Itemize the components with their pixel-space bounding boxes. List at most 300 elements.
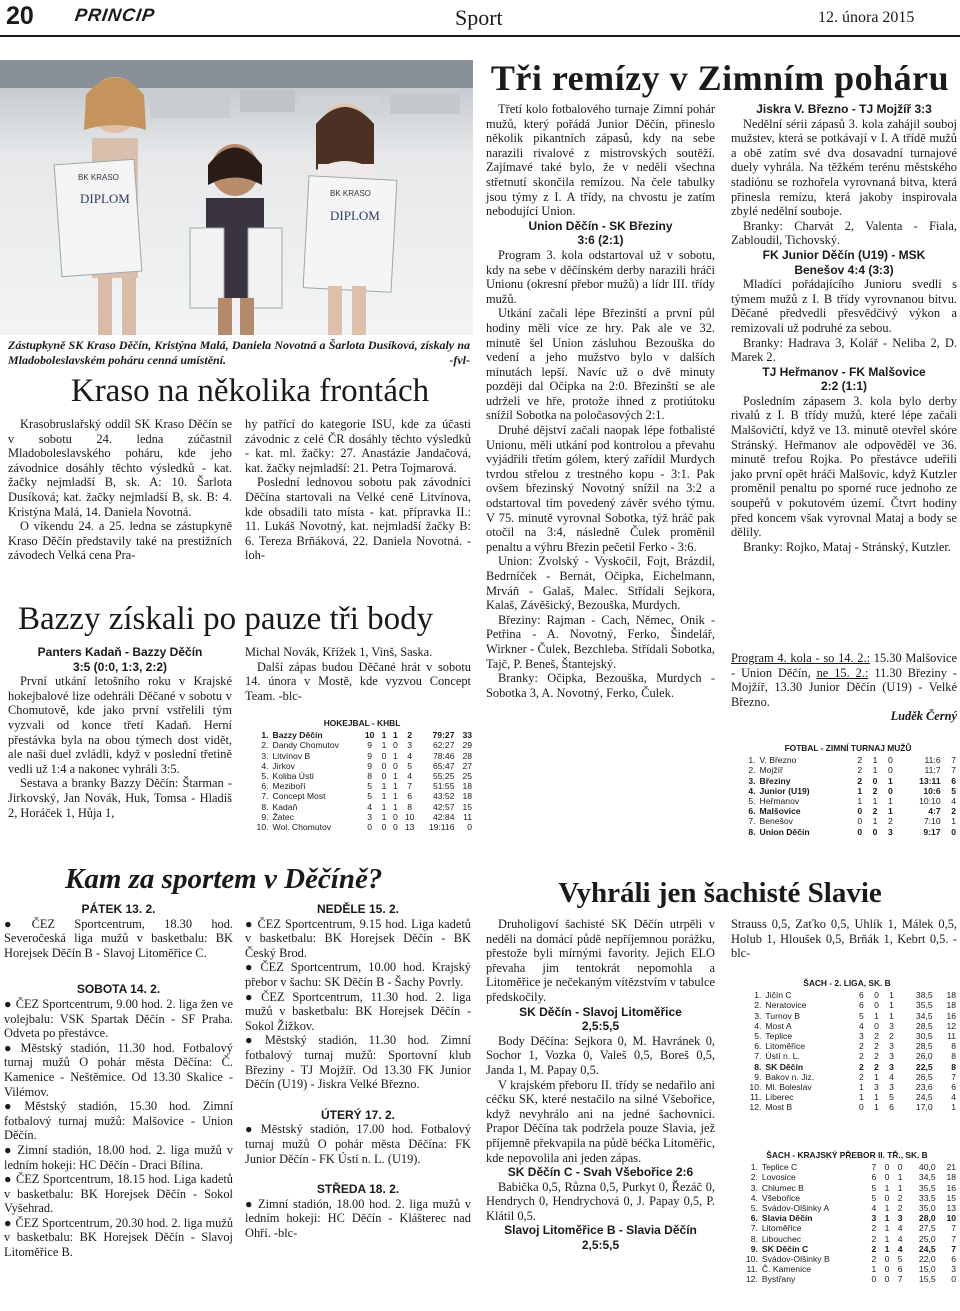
remizy-paragraph: Březiny: Rajman - Cach, Němec, Onik - Petřina - A. Novotný, Ferko, Šindelář, Wirkner - Čulek, Bezchleba. Střídali Sobotka, Tajč, P. Beneš, Štantejský. <box>486 612 715 671</box>
sach-liga-row <box>736 1102 958 1112</box>
event-tue-1: ● Městský stadión, 17.00 hod. Fotbalový turnaj mužů O pohár města Děčína: FK Junior Děčín - FK Ústí n. L. (U19). <box>245 1122 471 1166</box>
sach-kraj-cell: 1 <box>884 1223 890 1234</box>
sach-liga-cell: 18 <box>946 1000 956 1011</box>
fotbal-cell: 10:6 <box>923 785 941 796</box>
remizy-paragraph: Utkání začali lépe Březinští a první půl hodiny měli více ze hry. Pak ale ve 32. minutě šel Union zásluhou Bezouška do vedení a jeho mužstvo bylo v dalších minutách lepší. Navíc už o dvě minuty později dal Očipka na 2:0. Březinští se ale udrželi ve hře, protože ihned z protiútoku snížil Sobotka na poločasových 2:1. <box>486 306 715 423</box>
event-sat-3: ● Městský stadión, 15.30 hod. Zimní fotbalový turnaj mužů: Malšovice - Union Děčín. <box>4 1099 233 1143</box>
remizy-subhead: Benešov 4:4 (3:3) <box>794 262 894 277</box>
sach-liga-cell: 6 <box>951 1082 956 1093</box>
sach-title: Vyhráli jen šachisté Slavie <box>558 877 882 909</box>
sach-liga-cell: 2 <box>889 1031 894 1042</box>
fotbal-cell: 0 <box>872 775 878 786</box>
fotbal-cell: Heřmanov <box>759 796 800 807</box>
fotbal-cell: 0 <box>887 765 893 776</box>
sach-kraj-cell: Slavia Děčín <box>761 1213 813 1224</box>
sach-kraj-cell: 8. <box>750 1233 758 1244</box>
sach-kraj-cell: 15,0 <box>918 1264 936 1275</box>
remizy-subhead: Union Děčín - SK Březiny <box>528 218 673 233</box>
sach-liga-cell: 3. <box>754 1010 762 1021</box>
sach-kraj-cell: 0 <box>884 1274 890 1285</box>
remizy-subhead: 2:2 (1:1) <box>820 379 867 394</box>
remizy-paragraph: Třetí kolo fotbalového turnaje Zimní pohár mužů, který pořádá Junior Děčín, přineslo několik pikantních zápasů, kdy na sebe narazili rivalové z mistrovských soutěží. Zajímavé také bylo, že v neděli všechna střetnutí skončila remízou. Na čele tabulky jsou týmy z I. A třídy, na chvostu je zatím nebodující Union. <box>486 102 715 219</box>
khbl-row <box>250 730 474 740</box>
event-sun-4: ● Městský stadión, 11.30 hod. Zimní fotbalový turnaj mužů: Sportovní klub Březiny - TJ Mojžíř. Od 13.30 FK Junior Děčín (U19) - Jiskra Velké Březno. <box>245 1033 471 1091</box>
sach-kraj-cell: 27,5 <box>918 1223 936 1234</box>
sach-liga-cell: Neratovice <box>765 1000 807 1011</box>
sach-liga-cell: 28,5 <box>915 1041 933 1052</box>
sach-kraj-cell: 11. <box>746 1264 758 1275</box>
sach-liga-cell: 1. <box>754 990 762 1001</box>
khbl-cell: 5 <box>367 791 373 802</box>
event-sat-5: ● ČEZ Sportcentrum, 18.15 hod. Liga kadetů v basketbalu: BK Horejsek Děčín - Sokol Vyšehrad. <box>4 1172 233 1216</box>
issue-date: 12. února 2015 <box>818 9 915 26</box>
khbl-cell: 29 <box>462 740 472 751</box>
sach-kraj-cell: 0 <box>884 1162 890 1173</box>
remizy-subhead: Jiskra V. Březno - TJ Mojžíř 3:3 <box>756 102 932 116</box>
sach-paragraph: Druholigoví šachisté SK Děčín utrpěli v neděli na domácí půdě nepříjemnou porážku, přestože byli mírnými favority. Jejich ELO převaha jim tentokrát nepomohla a Litoměřice je nečekaným vítězstvím v tabulce předskočily. <box>486 917 715 1004</box>
diploma-club-3: BK KRASO <box>330 189 371 198</box>
fotbal-row <box>738 806 958 816</box>
sach-kraj-cell: 12. <box>745 1274 758 1285</box>
bazzy-score: 3:5 (0:0, 1:3, 2:2) <box>72 659 168 674</box>
sach-liga-cell: 2 <box>874 1061 879 1072</box>
sach-liga-cell: 12. <box>749 1102 762 1113</box>
sach-kraj-cell: 28,0 <box>918 1213 936 1224</box>
khbl-cell: 18 <box>462 781 472 792</box>
fotbal-table-title: FOTBAL - ZIMNÍ TURNAJ MUŽŮ <box>784 743 912 753</box>
sach-liga-cell: 3 <box>889 1051 894 1062</box>
fotbal-cell: 7 <box>951 765 956 776</box>
sach-kraj-cell: 0 <box>884 1172 890 1183</box>
section-name: Sport <box>455 5 503 30</box>
sach-kraj-cell: 7 <box>871 1162 877 1173</box>
sach-liga-row <box>736 1072 958 1082</box>
sach-kraj-cell: Bystřany <box>761 1274 796 1285</box>
fotbal-cell: 4 <box>951 796 956 807</box>
fotbal-cell: 4:7 <box>928 806 941 817</box>
khbl-row <box>250 751 474 761</box>
sach-kraj-row <box>736 1172 958 1182</box>
fotbal-cell: 1 <box>872 816 878 827</box>
bazzy-p1: První utkání letošního roku v Krajské hokejbalové lize odehráli Děčané v sobotu v Chomutově, kde jako první vstřelili tým vyzvali od konce třetí Kadaň. Herní přestávka byla na obou týmech dost vidět, ale naši duel zvládli, když v poslední třetině vedli už 1:4 a nakonec vyhráli 3:5. <box>8 674 232 776</box>
diploma-word-3: DIPLOM <box>330 208 380 223</box>
fotbal-cell: 0 <box>857 816 863 827</box>
sach-liga-cell: 1 <box>874 1102 879 1113</box>
sach-kraj-cell: Libouchec <box>761 1233 802 1244</box>
sach-liga-row <box>736 1041 958 1051</box>
fotbal-cell: Malšovice <box>759 806 801 817</box>
remizy-title: Tři remízy v Zimním poháru <box>490 58 950 98</box>
sach-kraj-cell: 9. <box>750 1243 758 1254</box>
kam-col2 <box>245 902 471 1240</box>
sach-liga-cell: 6 <box>859 990 864 1001</box>
sach-kraj-cell: Č. Kamenice <box>761 1264 812 1275</box>
fotbal-cell: 1 <box>872 765 878 776</box>
fotbal-cell: 0 <box>872 826 878 837</box>
sach-liga-cell: 6. <box>754 1041 762 1052</box>
event-sat-1: ● ČEZ Sportcentrum, 9.00 hod. 2. liga žen ve volejbalu: VSK Spartak Děčín - SF Praha. Odveta po přestávce. <box>4 997 233 1041</box>
page-header <box>0 0 960 36</box>
khbl-cell: 1 <box>392 771 398 782</box>
khbl-table-title: HOKEJBAL - KHBL <box>323 718 401 728</box>
khbl-cell: 0 <box>392 740 398 751</box>
fotbal-cell: Mojžíř <box>759 765 783 776</box>
sach-liga-cell: 17,0 <box>915 1102 933 1113</box>
remizy-program <box>731 651 957 724</box>
sach-kraj-cell: Všebořice <box>761 1192 801 1203</box>
sach-liga-cell: 2 <box>874 1041 879 1052</box>
khbl-cell: 4 <box>407 771 413 782</box>
sach-liga-cell: 11. <box>750 1092 762 1103</box>
caption-credit: -fvl- <box>449 352 470 367</box>
sach-kraj-row <box>736 1162 958 1172</box>
event-sat-6: ● ČEZ Sportcentrum, 20.30 hod. 2. liga mužů v basketbalu: BK Horejsek Děčín - Slavoj Litoměřice B. <box>4 1216 233 1260</box>
remizy-subhead: 3:6 (2:1) <box>577 233 624 248</box>
sach-kraj-cell: 0 <box>884 1192 890 1203</box>
diploma-club-1: BK KRASO <box>78 173 119 182</box>
sach-liga-cell: 3 <box>889 1061 894 1072</box>
bazzy-p2: Sestava a branky Bazzy Děčín: Štarman - Jirkovský, Jan Novák, Huk, Tomsa - Hladiš 2, Horáček 1, Hůja 1, <box>8 776 232 820</box>
fotbal-cell: 3. <box>748 775 756 786</box>
sach-liga-cell: 11 <box>947 1031 956 1042</box>
fotbal-cell: 5 <box>951 785 956 796</box>
khbl-cell: 42:57 <box>432 801 455 812</box>
kraso-p3: hy patřící do kategorie ISU, kde za účasti závodnic z celé ČR dosáhly těchto výsledků - kat. ml. žačky: 27. Anastázie Jandačová, kat. žačky nejmladší: 21. Petra Tojmarová. <box>245 417 471 475</box>
khbl-cell: 78:46 <box>432 750 455 761</box>
fotbal-cell: 2 <box>872 806 878 817</box>
fotbal-cell: 7:10 <box>923 816 941 827</box>
khbl-cell: 10. <box>256 822 269 833</box>
remizy-paragraph: Branky: Charvát 2, Valenta - Fiala, Zabloudil, Tichovský. <box>731 218 957 248</box>
fotbal-cell: 0 <box>887 785 893 796</box>
sach-liga-cell: 2. <box>754 1000 762 1011</box>
khbl-cell: 28 <box>462 750 472 761</box>
remizy-paragraph: Program 3. kola odstartoval už v sobotu, kdy na sebe v děčínském derby narazili hráči Unionu (okresní přebor mužů) a lídr III. třídy mužů. <box>486 247 715 306</box>
sach-liga-cell: Bakov n. Jiz. <box>765 1071 815 1082</box>
sach-liga-cell: 2 <box>859 1041 864 1052</box>
khbl-table-wrap <box>250 718 476 832</box>
khbl-cell: 1 <box>381 730 387 741</box>
day-tuesday: ÚTERÝ 17. 2. <box>320 1107 396 1122</box>
sach-liga-row <box>736 1062 958 1072</box>
sach-liga-cell: 28,5 <box>915 1020 933 1031</box>
remizy-author: Luděk Černý <box>890 709 957 724</box>
sach-liga-cell: Ústí n. L. <box>765 1051 800 1062</box>
khbl-cell: 42:84 <box>432 811 455 822</box>
sach-kraj-cell: 1 <box>871 1264 877 1275</box>
fotbal-row <box>738 796 958 806</box>
khbl-cell: 9. <box>261 811 269 822</box>
sach-liga-cell: 1 <box>874 1071 879 1082</box>
khbl-cell: 4 <box>367 801 373 812</box>
sach-kraj-row <box>736 1223 958 1233</box>
sach-kraj-cell: 1 <box>884 1203 890 1214</box>
sach-kraj-cell: 5. <box>750 1203 758 1214</box>
khbl-cell: Bazzy Děčín <box>272 730 323 741</box>
khbl-cell: 18 <box>462 791 472 802</box>
sach-liga-cell: 2 <box>859 1051 864 1062</box>
khbl-cell: 0 <box>381 771 387 782</box>
sach-liga-cell: 8 <box>951 1041 956 1052</box>
sach-liga-cell: Ml. Boleslav <box>765 1082 812 1093</box>
sach-kraj-cell: 2. <box>750 1172 758 1183</box>
fotbal-table-wrap <box>738 743 958 837</box>
sach-kraj-cell: 7. <box>750 1223 758 1234</box>
fotbal-cell: 2. <box>748 765 756 776</box>
khbl-cell: 1 <box>392 730 398 741</box>
fotbal-cell: 7. <box>748 816 756 827</box>
khbl-cell: 0 <box>367 822 373 833</box>
khbl-cell: 10 <box>364 730 375 741</box>
sach-liga-cell: 18 <box>946 990 956 1001</box>
fotbal-table <box>738 743 958 837</box>
sach-liga-row <box>736 1021 958 1031</box>
brand-logo: PRINCIP <box>73 5 157 25</box>
fotbal-cell: Benešov <box>759 816 793 827</box>
khbl-cell: Jirkov <box>272 760 295 771</box>
remizy-subhead: FK Junior Děčín (U19) - MSK <box>762 247 926 262</box>
fotbal-cell: 1. <box>748 755 756 766</box>
fotbal-cell: 1 <box>887 796 893 807</box>
khbl-cell: 1 <box>392 791 398 802</box>
sach-kraj-cell: 21 <box>946 1162 956 1173</box>
sach-kraj-cell: 24,5 <box>918 1243 936 1254</box>
sach-kraj-cell: Litoměřice <box>761 1223 802 1234</box>
sach-liga-cell: 30,5 <box>915 1031 933 1042</box>
fotbal-cell: 2 <box>857 755 863 766</box>
sach-kraj-cell: 0 <box>871 1274 877 1285</box>
page-number: 20 <box>6 2 34 30</box>
khbl-cell: 19:116 <box>428 822 455 833</box>
sach-liga-cell: 3 <box>889 1082 894 1093</box>
sach-kraj-cell: 1 <box>884 1233 890 1244</box>
khbl-cell: 65:47 <box>432 760 455 771</box>
fotbal-cell: 1 <box>951 816 956 827</box>
sach-liga-cell: 7. <box>754 1051 762 1062</box>
khbl-row <box>250 740 474 750</box>
khbl-cell: 2 <box>407 730 413 741</box>
sach-kraj-cell: 16 <box>946 1182 956 1193</box>
photo-caption <box>8 338 470 367</box>
fotbal-cell: 1 <box>887 806 893 817</box>
khbl-cell: 1 <box>392 781 398 792</box>
sach-liga-cell: 8. <box>754 1061 762 1072</box>
khbl-cell: 5 <box>367 781 373 792</box>
sach-liga-row <box>736 1051 958 1061</box>
sach-subhead: SK Děčín - Slavoj Litoměřice <box>519 1004 682 1019</box>
khbl-cell: 79:27 <box>432 730 455 741</box>
sach-liga-cell: 6 <box>859 1000 864 1011</box>
khbl-cell: 1 <box>381 791 387 802</box>
fotbal-cell: 1 <box>857 785 863 796</box>
khbl-cell: 1 <box>381 801 387 812</box>
khbl-cell: 3 <box>407 740 413 751</box>
sach-liga-cell: 3 <box>889 1041 894 1052</box>
sach-kraj-cell: 15 <box>946 1192 956 1203</box>
sach-liga-cell: 2 <box>874 1051 879 1062</box>
sach-liga-cell: Most B <box>765 1102 793 1113</box>
sach-kraj-cell: 7 <box>897 1274 903 1285</box>
khbl-cell: Wol. Chomutov <box>272 822 332 833</box>
sach-liga-cell: 2 <box>859 1071 864 1082</box>
fotbal-row <box>738 827 958 837</box>
event-wed-1: ● Zimní stadión, 18.00 hod. 2. liga mužů v ledním hokeji: HC Děčín - Klášterec nad Ohří. -blc- <box>245 1197 471 1241</box>
remizy-subhead: TJ Heřmanov - FK Malšovice <box>762 364 926 379</box>
bazzy-col1 <box>8 645 232 820</box>
day-sunday: NEDĚLE 15. 2. <box>316 902 400 916</box>
khbl-cell: 3. <box>261 750 269 761</box>
sach-paragraph: Babička 0,5, Různa 0,5, Purkyt 0, Řezáč 0, Hendrych 0, Hendrychová 0, J. Papay 0,5, P. Klátil 0,5. <box>486 1179 715 1223</box>
khbl-cell: 3 <box>367 811 373 822</box>
sach-liga-cell: Jičín C <box>765 990 792 1001</box>
remizy-col1 <box>486 102 715 700</box>
fotbal-cell: Junior (U19) <box>759 785 810 796</box>
sach-kraj-cell: 6. <box>750 1213 758 1224</box>
sach-liga-cell: 6 <box>889 1102 894 1113</box>
khbl-cell: 15 <box>462 801 472 812</box>
sach-kraj-cell: 18 <box>946 1172 956 1183</box>
fotbal-cell: 0 <box>951 826 956 837</box>
sach-kraj-cell: 5 <box>871 1192 877 1203</box>
khbl-cell: 5 <box>407 760 413 771</box>
fotbal-cell: 1 <box>872 755 878 766</box>
sach-subhead: Slavoj Litoměřice B - Slavia Děčín <box>504 1223 697 1238</box>
kraso-p4: Poslední lednovou sobotu pak závodníci Děčína startovali na Velké ceně Litvínova, kde obsadili tato místa - kat. přípravka II.: 11. Lukáš Novotný, kat. nejmladší žačky B: 6. Tereza Brňáková, 22. Daniela Novotná. -loh- <box>245 475 471 563</box>
remizy-paragraph: Union: Zvolský - Vyskočil, Fojt, Brázdil, Bedrníček - Bernát, Očipka, Eichelmann, Mrváň - Galaš, Malec. Střídali Sejkora, Kalaš, Závěšický, Bezouška, Murdych. <box>486 554 715 613</box>
khbl-cell: 62:27 <box>432 740 455 751</box>
sach-kraj-cell: 6 <box>871 1172 877 1183</box>
fotbal-row <box>738 765 958 775</box>
fotbal-row <box>738 755 958 765</box>
khbl-cell: 9 <box>367 740 373 751</box>
fotbal-row <box>738 786 958 796</box>
khbl-row <box>250 781 474 791</box>
program-sunday: ne 15. 2.: <box>816 665 869 680</box>
khbl-cell: Litvínov B <box>272 750 311 761</box>
sach-liga-cell: 3 <box>874 1082 879 1093</box>
khbl-cell: 0 <box>381 760 387 771</box>
sach-liga-cell: 3 <box>889 1020 894 1031</box>
fotbal-cell: 6. <box>748 806 756 817</box>
sach-kraj-row <box>736 1264 958 1274</box>
day-saturday: SOBOTA 14. 2. <box>76 982 161 997</box>
khbl-cell: 25 <box>462 771 472 782</box>
day-friday: PÁTEK 13. 2. <box>81 902 156 916</box>
sach-kraj-cell: 2 <box>871 1233 877 1244</box>
fotbal-cell: 13:11 <box>919 775 941 786</box>
khbl-cell: 0 <box>381 822 387 833</box>
sach-kraj-row <box>736 1254 958 1264</box>
bazzy-title: Bazzy získali po pauze tři body <box>18 601 434 637</box>
khbl-cell: 6 <box>407 791 413 802</box>
khbl-cell: 1 <box>381 781 387 792</box>
khbl-row <box>250 802 474 812</box>
sach-kraj-cell: 6 <box>897 1264 903 1275</box>
remizy-paragraph: Druhé dějství začali naopak lépe fotbalisté Unionu, měli utkání pod kontrolou a převahu vyjádřili třetím gólem, který zařídil Murdych tvrdou střelou z trestného kopu - 3:1. Pak ovšem březinský Novotný snížil na 3:2 a odstartoval tím povedený závěr svého týmu. V 75. minutě vyrovnal Sobotka, týž hráč pak otočil na 3:4, následně Čulek proměnil penaltu a výhru Březin pečetil Ferko - 3:6. <box>486 423 715 554</box>
khbl-cell: 1. <box>261 730 269 741</box>
sach-liga-row <box>736 1011 958 1021</box>
sach-liga-cell: 1 <box>889 1000 894 1011</box>
sach-liga-cell: 1 <box>874 1010 879 1021</box>
sach-kraj-cell: 5 <box>871 1182 877 1193</box>
remizy-col2 <box>731 102 957 554</box>
khbl-row <box>250 791 474 801</box>
sach-liga-cell: 0 <box>859 1102 864 1113</box>
sach-p-end: Strauss 0,5, Zaťko 0,5, Uhlík 1, Málek 0,5, Holub 1, Hloušek 0,5, Brňák 1, Kebrt 0,5. -blc- <box>731 917 957 961</box>
fotbal-cell: 11:6 <box>924 755 941 766</box>
sach-liga-cell: 24,5 <box>915 1092 933 1103</box>
sach-kraj-cell: 1 <box>884 1243 890 1254</box>
fotbal-row <box>738 816 958 826</box>
khbl-cell: 7 <box>407 781 413 792</box>
sach-liga-cell: Most A <box>765 1020 792 1031</box>
fotbal-cell: 7 <box>951 755 956 766</box>
remizy-paragraph: Branky: Hadrava 3, Kolář - Neliba 2, D. Marek 2. <box>731 335 957 365</box>
skaters-photo <box>0 60 473 335</box>
fotbal-cell: 1 <box>872 796 878 807</box>
sach-kraj-cell: 0 <box>884 1264 890 1275</box>
sach-kraj-cell: 4 <box>897 1233 903 1244</box>
sach-liga-cell: 26,0 <box>915 1051 933 1062</box>
sach-liga-cell: 38,5 <box>915 990 933 1001</box>
fotbal-cell: 2 <box>951 806 956 817</box>
bazzy-p3: Michal Novák, Křížek 1, Vinš, Saska. <box>245 645 433 659</box>
sach-kraj-row <box>736 1203 958 1213</box>
fotbal-cell: 8. <box>748 826 756 837</box>
khbl-row <box>250 761 474 771</box>
khbl-cell: 9 <box>367 750 373 761</box>
kraso-col1 <box>8 417 232 563</box>
program-label: Program 4. kola - so 14. 2.: <box>731 651 871 665</box>
khbl-cell: 10 <box>404 811 415 822</box>
sach-liga-cell: 10. <box>749 1082 762 1093</box>
sach-kraj-cell: 10 <box>946 1213 956 1224</box>
sach-kraj-cell: 4 <box>897 1223 903 1234</box>
khbl-cell: 8 <box>407 801 413 812</box>
kraso-title: Kraso na několika frontách <box>70 373 430 409</box>
sach-liga-cell: 5. <box>754 1031 762 1042</box>
khbl-cell: 0 <box>392 760 398 771</box>
sach-paragraph: V krajském přeboru II. třídy se nedařilo ani céčku SK, které nestačilo na silné Všebořice, když nevyhrálo ani na jedné šachovnici. Prapor Děčína tak podržela pouze Slavia, jež příjemně překvapila na půdě béčka Litoměřic, kde nepovolila ani jeden zápas. <box>486 1077 715 1165</box>
remizy-paragraph: Branky: Rojko, Mataj - Stránský, Kutzler. <box>743 539 951 554</box>
sach-kraj-cell: 0 <box>897 1162 903 1173</box>
remizy-paragraph: Branky: Očipka, Bezouška, Murdych - Sobotka 3, A. Novotný, Ferko, Čulek. <box>486 671 715 700</box>
fotbal-cell: 2 <box>872 785 878 796</box>
sach-liga-cell: 1 <box>859 1082 864 1093</box>
remizy-paragraph: Mladíci pořádajícího Junioru svedli s týmem mužů z I. B třídy vyrovnanou bitvu. Děčané předvedli přesvědčivý výkon a remizovali už podruhé za sebou. <box>731 277 957 335</box>
sach-subhead: 2,5:5,5 <box>581 1238 620 1253</box>
khbl-cell: 43:52 <box>432 791 455 802</box>
sach-kraj-cell: 33,5 <box>918 1192 936 1203</box>
sach-krajsky-table <box>736 1150 958 1285</box>
sach-kraj-row <box>736 1183 958 1193</box>
sach-liga-cell: 5 <box>889 1092 894 1103</box>
remizy-paragraph: Posledním zápasem 3. kola bylo derby rivalů z I. B třídy mužů, které lépe začali Malšovičtí, když ve 13. minutě otevřel skóre Stránský. Heřmanov ale odpověděl ve 36. minutě trefou Rojka. Po přestávce udeřili jako první opět hráči Malšovic, když Kutzler proměnil penaltu po sporné ruce jednoho ze soupeřů v pokutovém území. Čtvrt hodiny před koncem však vyrovnal Mataj a body se dělily. <box>731 393 957 540</box>
khbl-cell: Dandy Chomutov <box>272 740 339 751</box>
sach-liga-cell: 26,5 <box>915 1071 933 1082</box>
sach-table2-wrap <box>736 1150 958 1285</box>
sach-liga-cell: 1 <box>889 1010 894 1021</box>
khbl-cell: 0 <box>392 822 398 833</box>
sach-kraj-cell: 1 <box>884 1213 890 1224</box>
sach-kraj-cell: 3 <box>897 1213 903 1224</box>
sach-liga-cell: 23,6 <box>915 1082 933 1093</box>
sach-liga-cell: Turnov B <box>765 1010 800 1021</box>
sach-liga-row <box>736 1000 958 1010</box>
bazzy-p4: Další zápas budou Děčané hrát v sobotu 14. února v Mostě, kde vyzvou Concept Team. -blc- <box>245 659 471 703</box>
sach-liga-cell: Litoměřice <box>765 1041 806 1052</box>
sach-kraj-cell: Teplice C <box>761 1162 798 1173</box>
